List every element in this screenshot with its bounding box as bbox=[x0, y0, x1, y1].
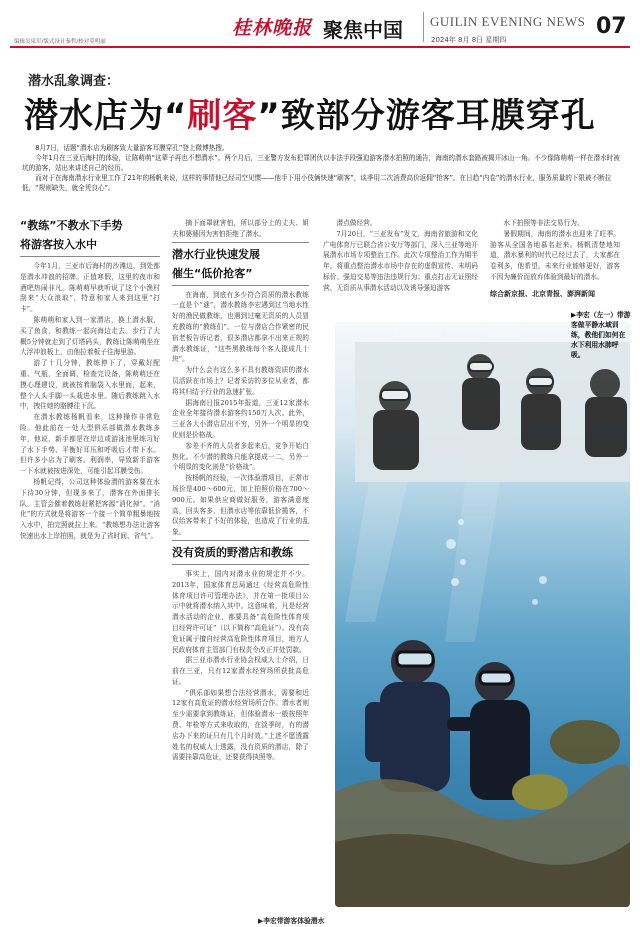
header-divider bbox=[423, 12, 424, 42]
photo-caption: ▶李宏（左一）带游客做平静水域训练，教他们如何在水下利用水肺呼吸。 bbox=[571, 311, 631, 359]
header-rule bbox=[10, 46, 630, 48]
editors-line: 编辑吴泉军/版式设计秦哲/校对莫明丽 bbox=[14, 39, 106, 45]
subhead-rule bbox=[172, 285, 309, 286]
body-paragraph: 事实上，国内对潜水业的规定并不少。2013年，国家体育总局通过《经营高危险性体育项目许可管理办法》，并在第一批项目公示中就将潜水纳入其中。这意味着，凡是经营潜水活动的企业，都要具备“高危险性体育项目经营许可证”（以下简称“高危证”）。没有高危证属于擅自经营高危险性体育项目，地方人民政府体育主管部门有权责令改正并处罚款。 bbox=[172, 569, 309, 654]
source-credit: 综合新京报、北京青报、澎湃新闻 bbox=[490, 289, 595, 298]
body-paragraph: 杨帆记得，公司这种体验潜的游客要在水下待30分钟，但现多来了，潜客在外面排长队，主管会催着教练赶紧把客源“消化掉”。“消化”的方式就是将游客一个接一个简单粗暴地按入水中，拍完照就拉上来。“教练想办法让游客快速出水上岸拍照，就是为了省时间、省气”。 bbox=[20, 477, 160, 540]
subhead-rule bbox=[172, 540, 309, 541]
newspaper-logo: 桂林晚报 bbox=[232, 17, 313, 39]
subhead-2b: 催生“低价抢客” bbox=[172, 266, 253, 280]
body-paragraph: 参差不齐的人员者多起来后，竞争开始白热化。不少潜的教练只能拿提成一二，另外一个明显的变化则是“价格战”。 bbox=[172, 441, 309, 472]
column-4 bbox=[490, 218, 620, 300]
diver-group-bottom bbox=[365, 640, 530, 800]
body-paragraph: 潜点做经营。 bbox=[336, 219, 377, 227]
subhead-2a: 潜水行业快速发展 bbox=[172, 247, 260, 261]
lead-paragraph: 8月7日，话题“潜水店为刷客致大量游客耳膜穿孔”登上微博热搜。 bbox=[35, 144, 229, 152]
body-paragraph: 据海南日报2015年报道，三亚12家潜水企业全年接待潜水游客约150万人次。此外，三亚各大小潜店层出不穷，另外一个明显的变化则是价格战。 bbox=[172, 398, 309, 439]
diver-group-top bbox=[355, 342, 630, 482]
body-paragraph: 在潜水教练杨帆看来，这种操作非常危险。他此前在一处大型俱乐部做潜水教练多年，他说，新手都是在岸边或游泳池里练习好了水下手势、平衡好耳压和呼吸后才带下水。但许多小店为了刷客、利润率，导致新手游客一下水就被按进深处，可能引起耳膜受伤。 bbox=[20, 413, 160, 476]
lead-paragraph: 而对于在海南潜水行业里工作了21年的杨帆来说，这样的事情他已经司空见惯——他手下用小伎俩快速“刷客”，谈季用二次消费高价返佣“抢客”。在日趋“内卷”的潜水行业，服务质量的下限被不断拉低，“规则缺失，就全凭良心”。 bbox=[22, 174, 612, 192]
english-masthead: GUILIN EVENING NEWS bbox=[430, 14, 586, 29]
body-paragraph: 水下拍照等非法交易行为。 bbox=[503, 219, 584, 227]
lead-paragraphs bbox=[22, 143, 620, 193]
headline-highlight: 刷客 bbox=[187, 96, 258, 136]
column-2 bbox=[172, 218, 309, 763]
subhead-1b: 将游客按入水中 bbox=[20, 238, 97, 251]
body-paragraph: 摘下面罩就害怕，所以部分上的丈夫、姐夫和婆婆因为害怕拒绝了潜水。 bbox=[172, 219, 309, 238]
body-paragraph: 游了十几分钟，教练停下了，穿戴好配重、气瓶，全面调，检查完设备，陈萌萌还在摸心理建设，就被按着脑袋入水里面，起来，整个人头手脚一头栽进水里。随后教练跳入水中，拽住她的胳膊往下沉。 bbox=[20, 359, 160, 411]
issue-date: 2024年 8月 8日 星期四 bbox=[431, 36, 507, 44]
column-3 bbox=[323, 218, 478, 294]
body-paragraph: 陈萌萌和家人到一家潜店，换上潜水服，买了鱼食，和教练一起向海边走去。步行了大概5分钟就走到了灯塔码头，教练让陈萌萌坐在大浮冲浪板上，由他拉着板子往海里游。 bbox=[20, 315, 160, 357]
section-title: 聚焦中国 bbox=[323, 18, 403, 42]
page-number: 07 bbox=[596, 14, 627, 39]
kicker: 潜水乱象调查： bbox=[28, 74, 120, 89]
headline bbox=[24, 88, 624, 137]
body-paragraph: 按杨帆的经验，一次体验潜项目，正常市场价是400～600元，加上拍照价格在700～900元。如果供应商做好服务，游客满意度高，回头客多，但潜水店等依靠低价揽客，不仅给客带来了不好的体验，也造成了行业的乱象。 bbox=[172, 474, 309, 537]
body-paragraph: 据三亚市潜水行业协会权威人士介绍，日前在三亚，只有12家潜水经营场所获批高危证。 bbox=[172, 656, 309, 686]
subhead-rule bbox=[20, 256, 160, 257]
body-paragraph: “俱乐部如果想合法经营潜水，需要和近12家有高危证的潜水经营场所合作。潜水者则至少需要拿到教练证，但体验潜水一般按照年费、年检等方式来收取的，在淡季时，有的潜店办下来的证只有几个月时效。”上述不愿透露姓名的权威人士透露，没有资质的潜店，除了需要挂靠高危证，还要获得执照等。 bbox=[172, 688, 309, 762]
body-paragraph: 今年1月，三亚市后海村的沙滩边，到处都是潜水冲浪的招牌。正值寒假，这里的夜市和酒吧热闹非凡。陈萌萌早就听说了这个小渔村刮来“大众浪取”，特意和家人来到这里“打卡”。 bbox=[20, 262, 160, 314]
column-1 bbox=[20, 219, 160, 542]
diving-photo bbox=[335, 322, 630, 907]
subhead-2c: 没有资质的野潜店和教练 bbox=[172, 545, 293, 559]
diving-photo-illustration bbox=[335, 322, 630, 907]
subhead-1a: “教练”不教水下手势 bbox=[20, 219, 123, 232]
newspaper-header bbox=[0, 0, 640, 44]
subhead-rule bbox=[172, 564, 309, 565]
body-paragraph: 7月20日，“三亚发布”发文，海南省旅游和文化广电体育厅已联合省公安厅等部门，深入三亚等地开展潜水市场专项整治工作。此次专项整治工作为期半年，将重点整治潜水市场中存在的虚假宣传、未明码标价、强迫交易等违法违规行为；重点打击无证照经营、无资质从事潜水活动以及诱导强迫游客 bbox=[323, 229, 478, 292]
lead-paragraph: 今年1月在三亚后海村的体验，让陈萌萌“这辈子再也不想潜水”。两个月后，三亚警方发布犯罪团伙以非法手段强迫游客潜水拍照的通告，海南的潜水套路被揭开冰山一角。不少像陈萌萌一样在潜水时被坑的游客，站出来讲述自己的经历。 bbox=[22, 154, 620, 172]
body-paragraph: 为什么会有这么多不具有教练资质的潜水员活跃在市场上？记者采访的多位从业者，都将其归结于行业的急速扩张。 bbox=[172, 366, 309, 396]
headline-part-1: 潜水店为“ bbox=[24, 96, 188, 136]
photo-caption-bottom: ▶李宏带游客体验潜水 bbox=[258, 917, 325, 925]
subhead-rule bbox=[172, 242, 309, 243]
body-paragraph: 暑假期间，海南的潜水也迎来了旺季。游客从全国各地慕名赶来。杨帆清楚地知道，潜水暴利的时代已经过去了，大家都在卷利多，他希望，未来行业能够更好，游客不因为廉价而放弃体验到最好的潜水。 bbox=[490, 229, 620, 281]
headline-part-2: ”致部分游客耳膜穿孔 bbox=[257, 96, 596, 136]
body-paragraph: 在海南，到底有多少符合资质的潜水教练一直是个“谜”，潜水教练李宏遇到过当地水性好的渔民做教练，也遇到过毫无资质的人员冒充教练的“教练们”。一位与潜店合作紧密的民宿老板告诉记者，很多潜店都拿不出来正规的潜水教练证，“这些黑教练每个客人提成几十块”。 bbox=[172, 290, 309, 364]
